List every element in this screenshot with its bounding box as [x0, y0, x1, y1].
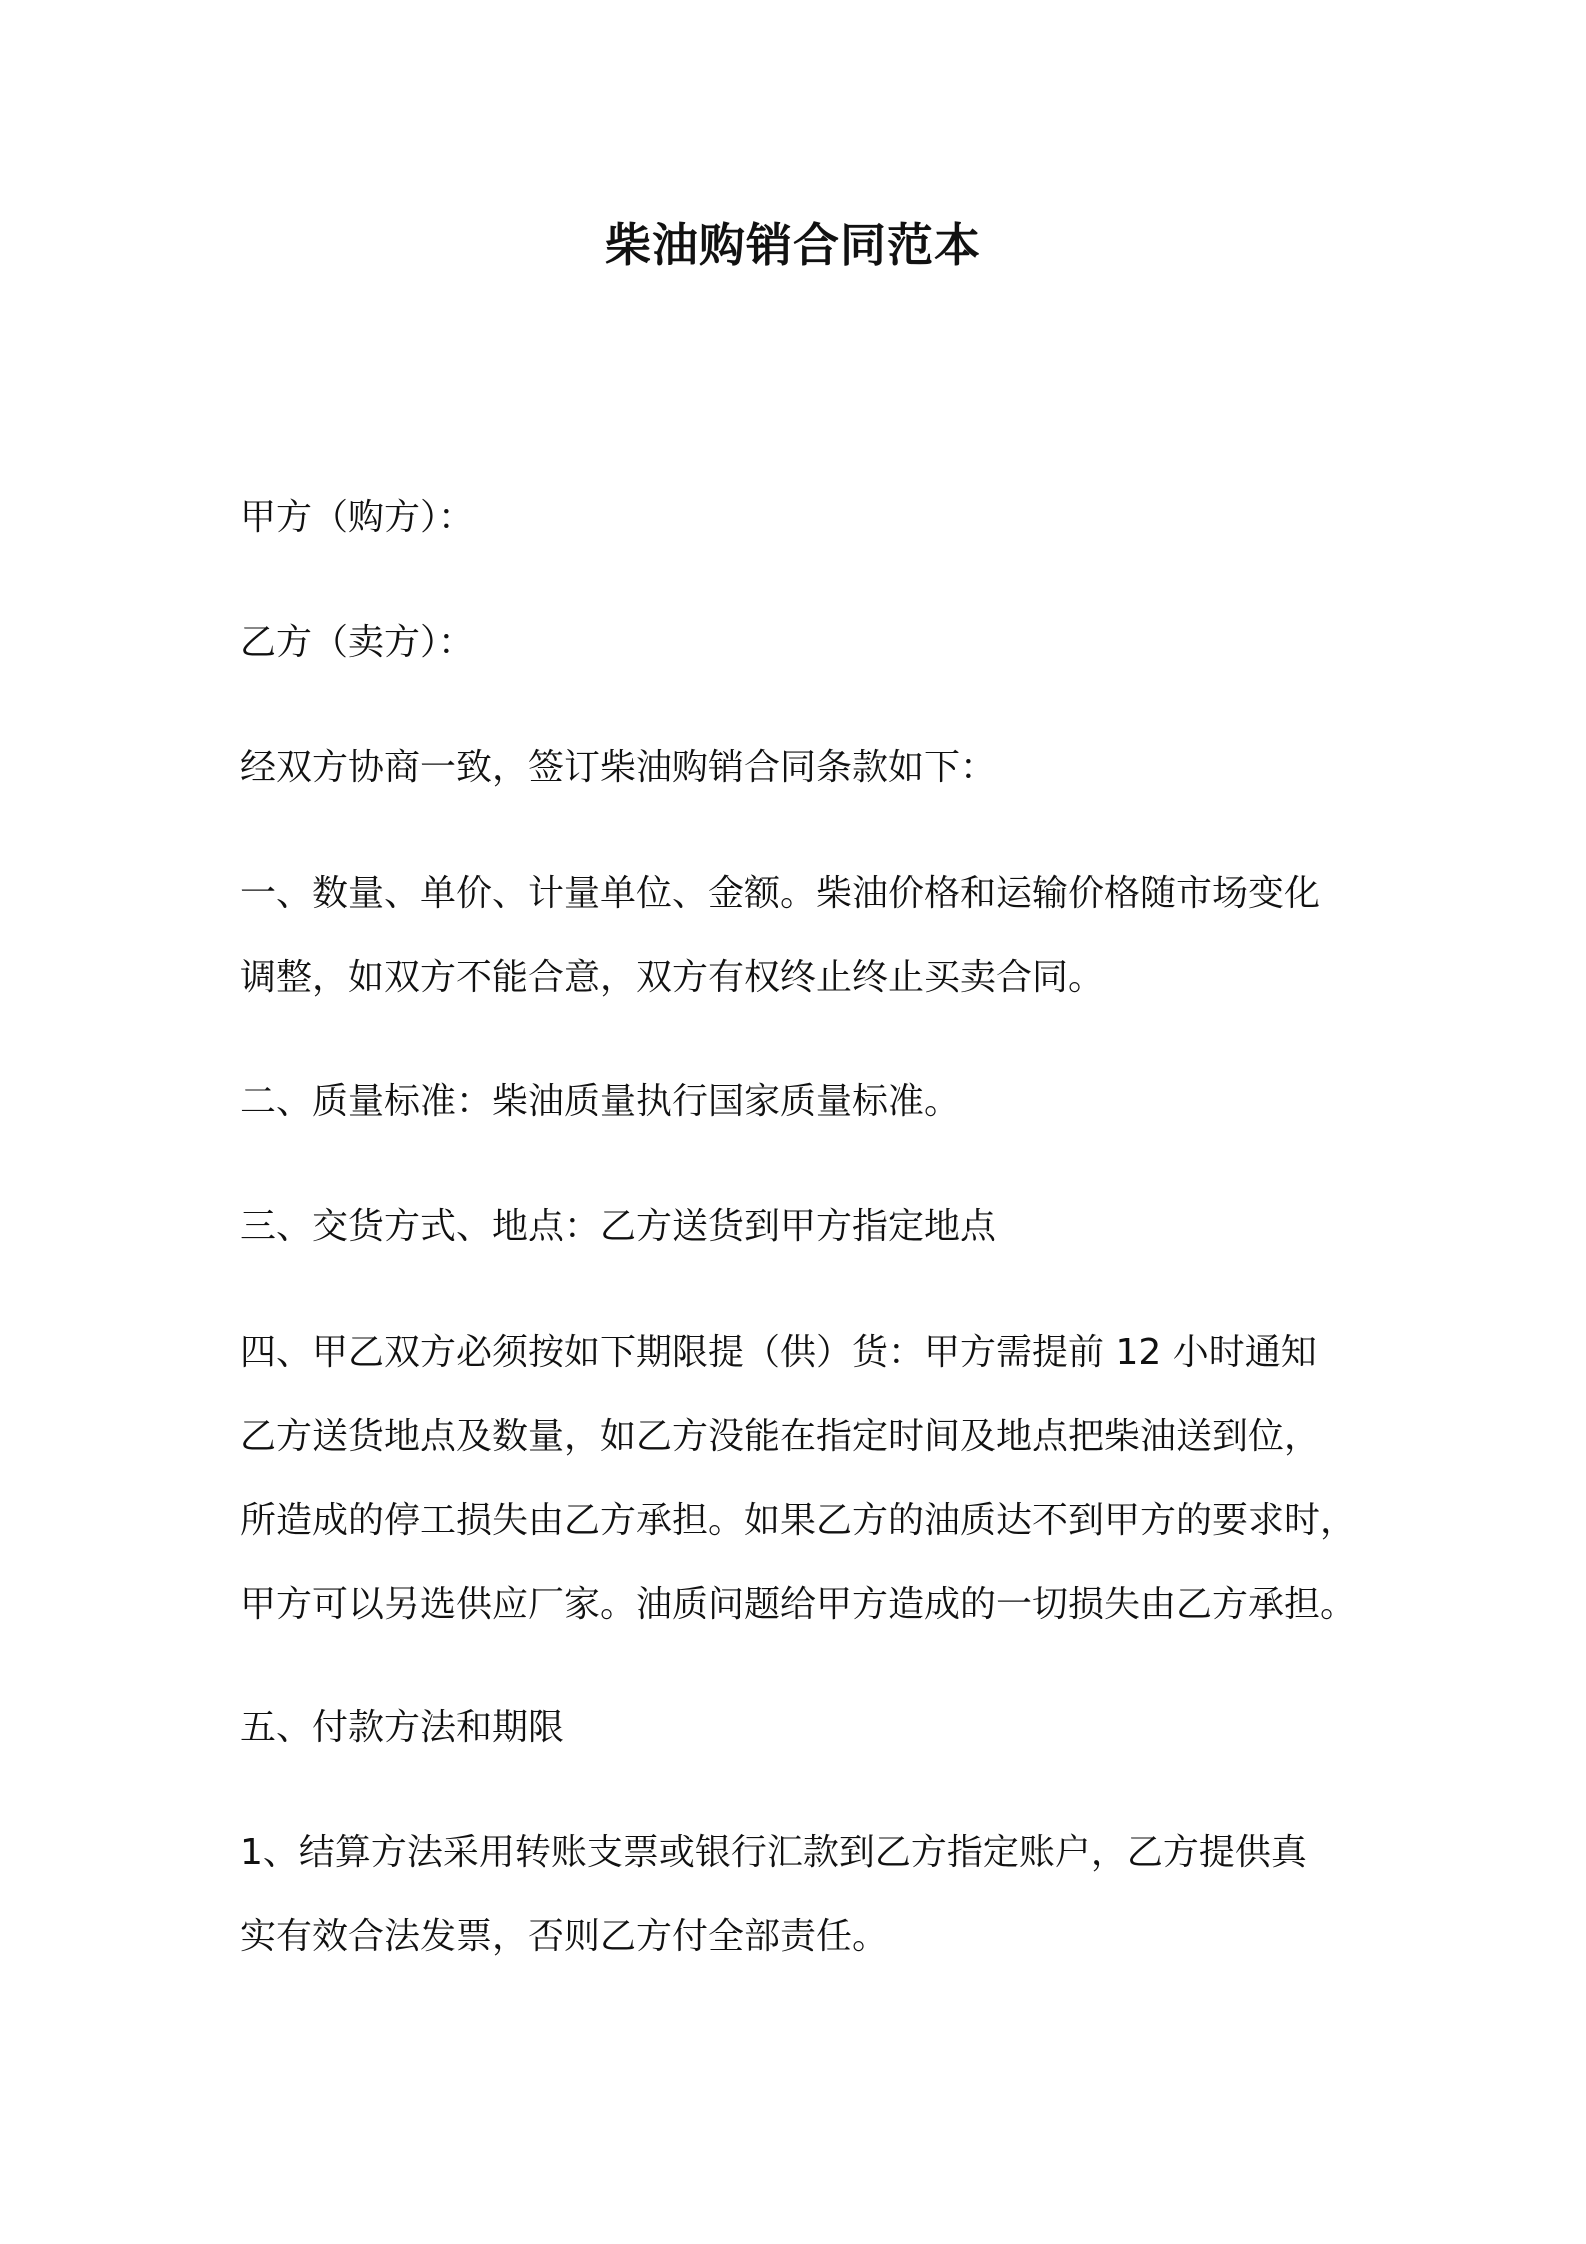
party-a-label: 甲方（购方）： [240, 497, 475, 538]
clause-1-paragraph [240, 852, 1380, 1020]
clause-4-line: 乙方送货地点及数量，如乙方没能在指定时间及地点把柴油送到位， [240, 1416, 1321, 1457]
clause-1-line: 一、数量、单价、计量单位、金额。柴油价格和运输价格随市场变化 [240, 873, 1321, 914]
clause-4-line: 甲方可以另选供应厂家。油质问题给甲方造成的一切损失由乙方承担。 [240, 1584, 1357, 1625]
clause-5-item-1-line: 实有效合法发票，否则乙方付全部责任。 [240, 1916, 889, 1957]
intro-paragraph: 经双方协商一致，签订柴油购销合同条款如下： [240, 747, 997, 788]
party-b-label: 乙方（卖方）： [240, 622, 475, 663]
clause-3-paragraph: 三、交货方式、地点：乙方送货到甲方指定地点 [240, 1206, 997, 1247]
clause-5-item-1-line: 1、结算方法采用转账支票或银行汇款到乙方指定账户，乙方提供真 [240, 1832, 1307, 1873]
clause-1-line: 调整，如双方不能合意，双方有权终止终止买卖合同。 [240, 957, 1105, 998]
clause-4-paragraph [240, 1311, 1380, 1647]
document-title: 柴油购销合同范本 [605, 218, 981, 272]
clause-4-line: 所造成的停工损失由乙方承担。如果乙方的油质达不到甲方的要求时， [240, 1500, 1357, 1541]
clause-5-heading: 五、付款方法和期限 [240, 1707, 565, 1748]
clause-4-line: 四、甲乙双方必须按如下期限提（供）货：甲方需提前 12 小时通知 [240, 1332, 1317, 1373]
clause-5-item-1-paragraph [240, 1811, 1380, 1979]
clause-2-paragraph: 二、质量标准：柴油质量执行国家质量标准。 [240, 1081, 961, 1122]
